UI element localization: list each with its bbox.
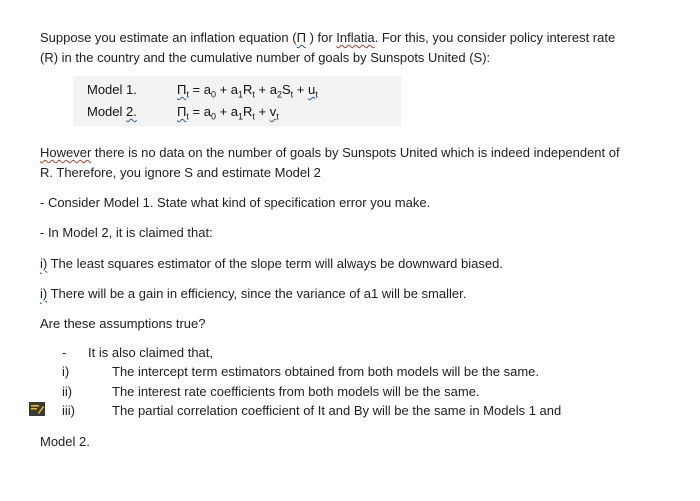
list-item-text: The intercept term estimators obtained from both models will be the same. — [112, 364, 540, 379]
list-marker: i) — [62, 364, 70, 379]
inflatia-word: Inflatia — [336, 30, 375, 45]
assumptions-question: Are these assumptions true? — [40, 316, 206, 331]
intro-text: Suppose you estimate an inflation equation ( — [40, 30, 297, 45]
however-text: there is no data on the number of goals by Sunspots United which is indeed independent of — [91, 145, 620, 160]
list-item-text: The partial correlation coefficient of It and By will be the same in Models 1 and — [112, 403, 562, 418]
model-1-label: Model 1. — [87, 82, 137, 97]
pi-symbol: Π — [296, 30, 306, 45]
intro-text: . For this, you consider policy interest rate — [374, 30, 616, 45]
model-1-equation: $\Pi_t = a_0 + a_1R_t + a_2S_t + u_t$ — [177, 82, 318, 100]
intro-text: ) for — [305, 30, 337, 45]
claim-i-text: The least squares estimator of the slope term will always be downward biased. — [47, 256, 503, 271]
however-line-2: R. Therefore, you ignore S and estimate Model 2 — [40, 165, 321, 180]
model-2-equation: $\Pi_t = a_0 + a_1R_t + v_t$ — [177, 104, 279, 122]
edit-note-icon[interactable] — [29, 402, 45, 416]
intro-line-2: (R) in the country and the cumulative number of goals by Sunspots United (S): — [40, 50, 491, 65]
however-line-1 — [40, 143, 620, 163]
model-equations-box — [73, 76, 401, 126]
list-marker: iii) — [62, 403, 75, 418]
model-2-label: Model 2. — [87, 104, 137, 119]
claim-i-marker: i) — [40, 256, 48, 271]
list-dash-text: It is also claimed that, — [88, 345, 213, 360]
list-marker: ii) — [62, 384, 73, 399]
list-dash: - — [62, 345, 67, 360]
closing-text: Model 2. — [40, 434, 90, 449]
list-item-text: The interest rate coefficients from both models will be the same. — [112, 384, 480, 399]
question-1: - Consider Model 1. State what kind of specification error you make. — [40, 195, 431, 210]
claim-ii-marker: i) — [40, 286, 48, 301]
claim-ii — [40, 284, 466, 304]
claim-i — [40, 254, 503, 274]
however-word: However — [40, 145, 92, 160]
claim-ii-text: There will be a gain in efficiency, since the variance of a1 will be smaller. — [47, 286, 467, 301]
intro-line-1 — [40, 28, 615, 48]
question-2: - In Model 2, it is claimed that: — [40, 225, 213, 240]
